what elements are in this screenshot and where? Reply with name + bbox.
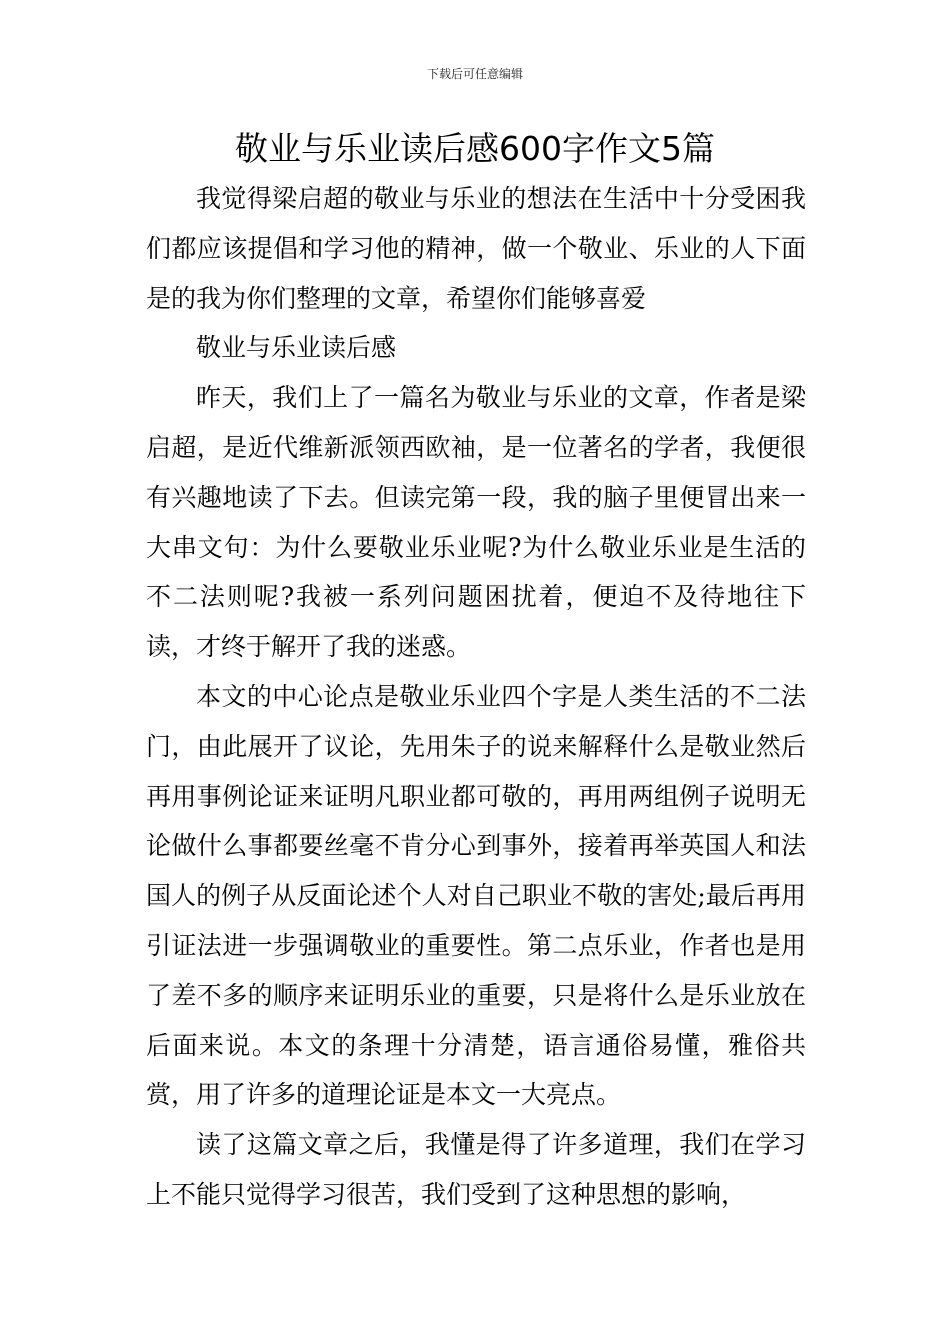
paragraph-body-2: 本文的中心论点是敬业乐业四个字是人类生活的不二法门，由此展开了议论，先用朱子的说来解释什么是敬业然后再用事例论证来证明凡职业都可敬的，再用两组例子说明无论做什么事都要丝毫不肯分心到事外，接着再举英国人和法国人的例子从反面论述个人对自己职业不敬的害处;最后再用引证法进一步强调敬业的重要性。第二点乐业，作者也是用了差不多的顺序来证明乐业的重要，只是将什么是乐业放在后面来说。本文的条理十分清楚，语言通俗易懂，雅俗共赏，用了许多的道理论证是本文一大亮点。 (146, 681, 806, 1110)
paragraph-body-1: 昨天，我们上了一篇名为敬业与乐业的文章，作者是梁启超，是近代维新派领西欧袖，是一位著名的学者，我便很有兴趣地读了下去。但读完第一段，我的脑子里便冒出来一大串文句：为什么要敬业乐业呢?为什么敬业乐业是生活的不二法则呢?我被一系列问题困扰着，便迫不及待地往下读，才终于解开了我的迷惑。 (146, 383, 806, 662)
paragraph-subheading: 敬业与乐业读后感 (196, 333, 397, 363)
header-note: 下载后可任意编辑 (426, 67, 523, 81)
paragraph-intro: 我觉得梁启超的敬业与乐业的想法在生活中十分受困我们都应该提倡和学习他的精神，做一个敬业、乐业的人下面是的我为你们整理的文章，希望你们能够喜爱 (146, 184, 806, 313)
document-title: 敬业与乐业读后感600字作文5篇 (235, 129, 715, 168)
paragraph-body-3: 读了这篇文章之后，我懂是得了许多道理，我们在学习上不能只觉得学习很苦，我们受到了这种思想的影响， (146, 1130, 806, 1209)
document-body (146, 174, 806, 1220)
